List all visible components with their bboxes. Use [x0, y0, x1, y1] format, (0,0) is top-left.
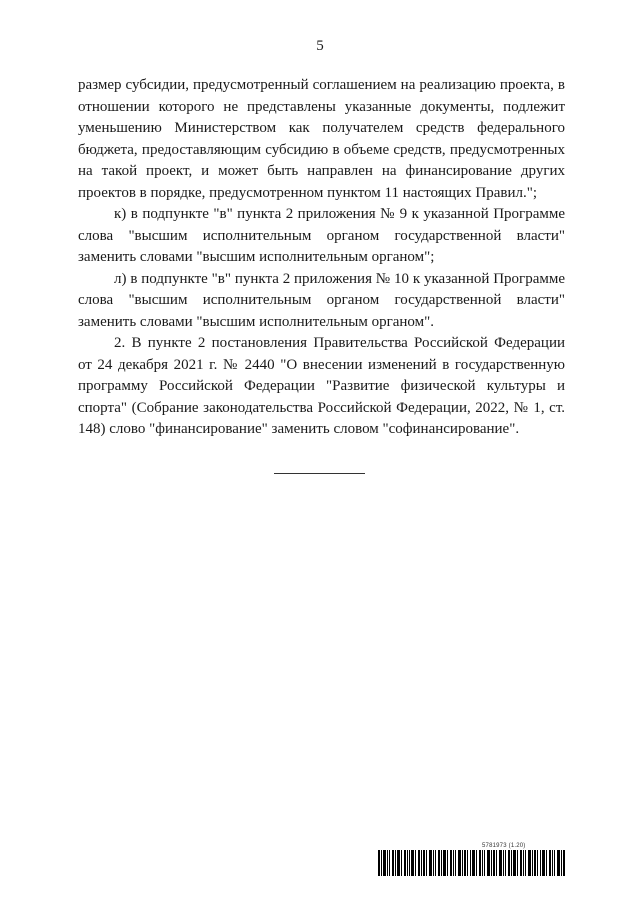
page-number: 5	[316, 38, 324, 54]
document-code: 5781973 (1.20)	[482, 843, 526, 849]
end-separator-line	[274, 473, 365, 474]
document-body	[78, 75, 565, 441]
paragraph-item-k: к) в подпункте "в" пункта 2 приложения № 9 к указанной Программе слова "высшим исполнительным органом государственной власти" заменить словами "высшим исполнительным органом";	[78, 206, 565, 265]
paragraph-item-l: л) в подпункте "в" пункта 2 приложения № 10 к указанной Программе слова "высшим исполнительным органом государственной власти" заменить словами "высшим исполнительным органом".	[78, 270, 565, 330]
paragraph-continuation: размер субсидии, предусмотренный соглашением на реализацию проекта, в отношении которого не представлены указанные документы, подлежит уменьшению Министерством как получателем средств федерального бюджета, предоставляющим субсидию в объеме средств, предусмотренных на такой проект, и может быть направлен на финансирование других проектов в порядке, предусмотренном пунктом 11 настоящих Правил.";	[78, 77, 565, 201]
paragraph-point-2: 2. В пункте 2 постановления Правительства Российской Федерации от 24 декабря 2021 г. № 2440 "О внесении изменений в государственную программу Российской Федерации "Развитие физической культуры и спорта" (Собрание законодательства Российской Федерации, 2022, № 1, ст. 148) слово "финансирование" заменить словом "софинансирование".	[78, 335, 565, 437]
barcode-icon	[376, 850, 566, 876]
